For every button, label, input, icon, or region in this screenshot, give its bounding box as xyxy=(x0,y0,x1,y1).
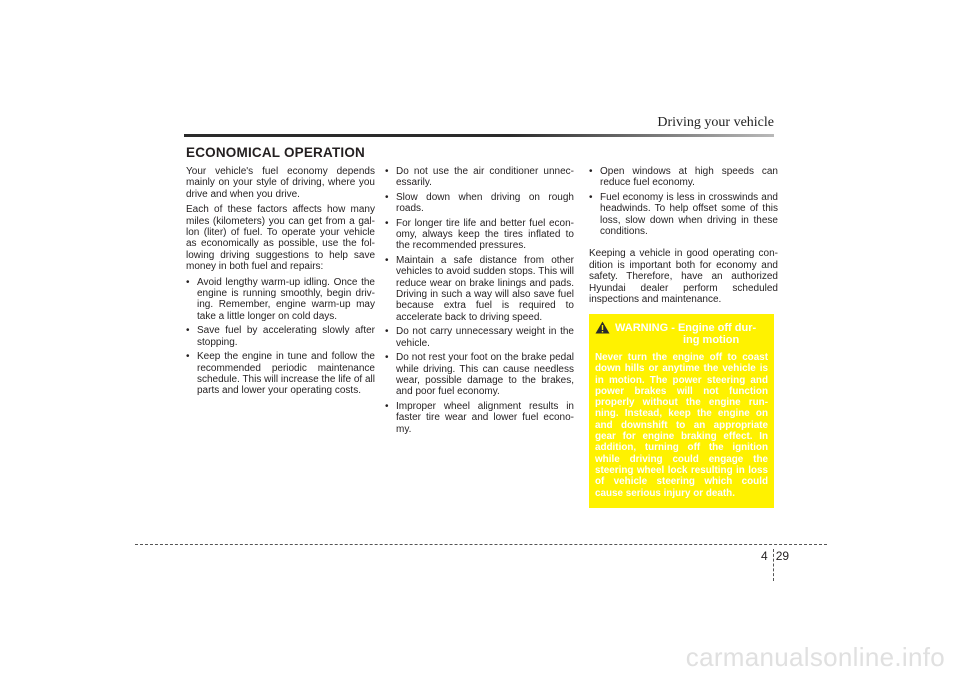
list-item-text: Keep the engine in tune and follow the recommended periodic maintenance schedule. This will increase the life of all parts and lower your operating costs. xyxy=(197,351,375,397)
list-item-text: Avoid lengthy warm-up idling. Once the engine is running smoothly, begin driv-ing. Remember, engine warm-up may take a little longer on cold days. xyxy=(197,276,375,322)
list-item xyxy=(186,351,375,397)
list-item xyxy=(385,401,574,435)
bullet-list xyxy=(589,166,778,237)
bullet-icon: • xyxy=(589,191,593,203)
list-item xyxy=(186,325,375,348)
bullet-icon: • xyxy=(385,191,389,203)
watermark: carmanualsonline.info xyxy=(685,642,945,672)
list-item-text: Do not carry unnecessary weight in the vehicle. xyxy=(396,326,574,349)
list-item xyxy=(385,192,574,215)
list-item xyxy=(589,166,778,189)
warning-triangle-icon xyxy=(595,321,610,334)
column-3 xyxy=(589,166,778,309)
list-item xyxy=(385,326,574,349)
bullet-list xyxy=(385,166,574,435)
list-item xyxy=(589,192,778,238)
bullet-icon: • xyxy=(186,325,190,337)
bullet-icon: • xyxy=(186,351,190,363)
page-number-divider xyxy=(773,549,774,581)
paragraph: Keeping a vehicle in good operating con-dition is important both for economy and safety. Therefore, have an authorized Hyundai dealer perform scheduled inspections and maintenance. xyxy=(589,248,778,306)
bullet-icon: • xyxy=(186,276,190,288)
section-title: ECONOMICAL OPERATION xyxy=(186,145,366,160)
warning-title-line-2: ing motion xyxy=(683,334,740,346)
paragraph: Each of these factors affects how many miles (kilometers) you can get from a gal-lon (liter) of fuel. To operate your vehicle as economically as possible, use the fol-lowing driving suggestions to help save money in both fuel and repairs: xyxy=(186,204,375,273)
list-item xyxy=(385,218,574,252)
bullet-icon: • xyxy=(385,254,389,266)
column-1 xyxy=(186,166,375,400)
page-number xyxy=(761,549,789,563)
warning-body: Never turn the engine off to coast down hills or anytime the vehicle is in motion. The power steering and power brakes will not function properly without the engine run-ning. Instead, keep the engine on and downshift to an appropriate gear for engine braking effect. In addition, turning off the ignition while driving could engage the steering wheel lock resulting in loss of vehicle steering which could cause serious injury or death. xyxy=(595,352,768,499)
list-item xyxy=(385,255,574,323)
warning-title-line-1: WARNING - Engine off dur- xyxy=(615,322,757,334)
running-header: Driving your vehicle xyxy=(657,115,774,130)
list-item-text: Fuel economy is less in crosswinds and headwinds. To help offset some of this loss, slow down when driving in these conditions. xyxy=(600,191,778,238)
bullet-icon: • xyxy=(385,217,389,229)
bullet-icon: • xyxy=(385,352,389,364)
column-2 xyxy=(385,166,574,438)
list-item-text: Save fuel by accelerating slowly after stopping. xyxy=(197,325,375,348)
bullet-icon: • xyxy=(385,400,389,412)
list-item-text: Maintain a safe distance from other vehicles to avoid sudden stops. This will reduce wear on brake linings and pads. Driving in such a way will also save fuel because extra fuel is required to accelerate back to driving speed. xyxy=(396,254,574,323)
warning-title xyxy=(595,322,768,346)
list-item-text: Do not use the air conditioner unnec-essarily. xyxy=(396,166,574,189)
list-item xyxy=(186,277,375,323)
bullet-icon: • xyxy=(589,166,593,177)
bullet-list xyxy=(186,277,375,397)
list-item xyxy=(385,352,574,398)
list-item-text: For longer tire life and better fuel econ-omy, always keep the tires inflated to the recommended pressures. xyxy=(396,217,574,252)
bullet-icon: • xyxy=(385,326,389,338)
list-item-text: Slow down when driving on rough roads. xyxy=(396,191,574,215)
bullet-icon: • xyxy=(385,166,389,177)
warning-box xyxy=(589,314,774,508)
list-item-text: Improper wheel alignment results in faster tire wear and lower fuel econo-my. xyxy=(396,400,574,435)
paragraph: Your vehicle's fuel economy depends mainly on your style of driving, where you drive and when you drive. xyxy=(186,166,375,200)
page-number-value: 29 xyxy=(775,549,790,563)
list-item-text: Do not rest your foot on the brake pedal while driving. This can cause needless wear, possible damage to the brakes, and poor fuel economy. xyxy=(396,352,574,398)
list-item-text: Open windows at high speeds can reduce fuel economy. xyxy=(600,166,778,189)
list-item xyxy=(385,166,574,189)
footer-rule xyxy=(135,544,827,545)
header-rule xyxy=(184,134,774,137)
chapter-number: 4 xyxy=(761,549,768,563)
